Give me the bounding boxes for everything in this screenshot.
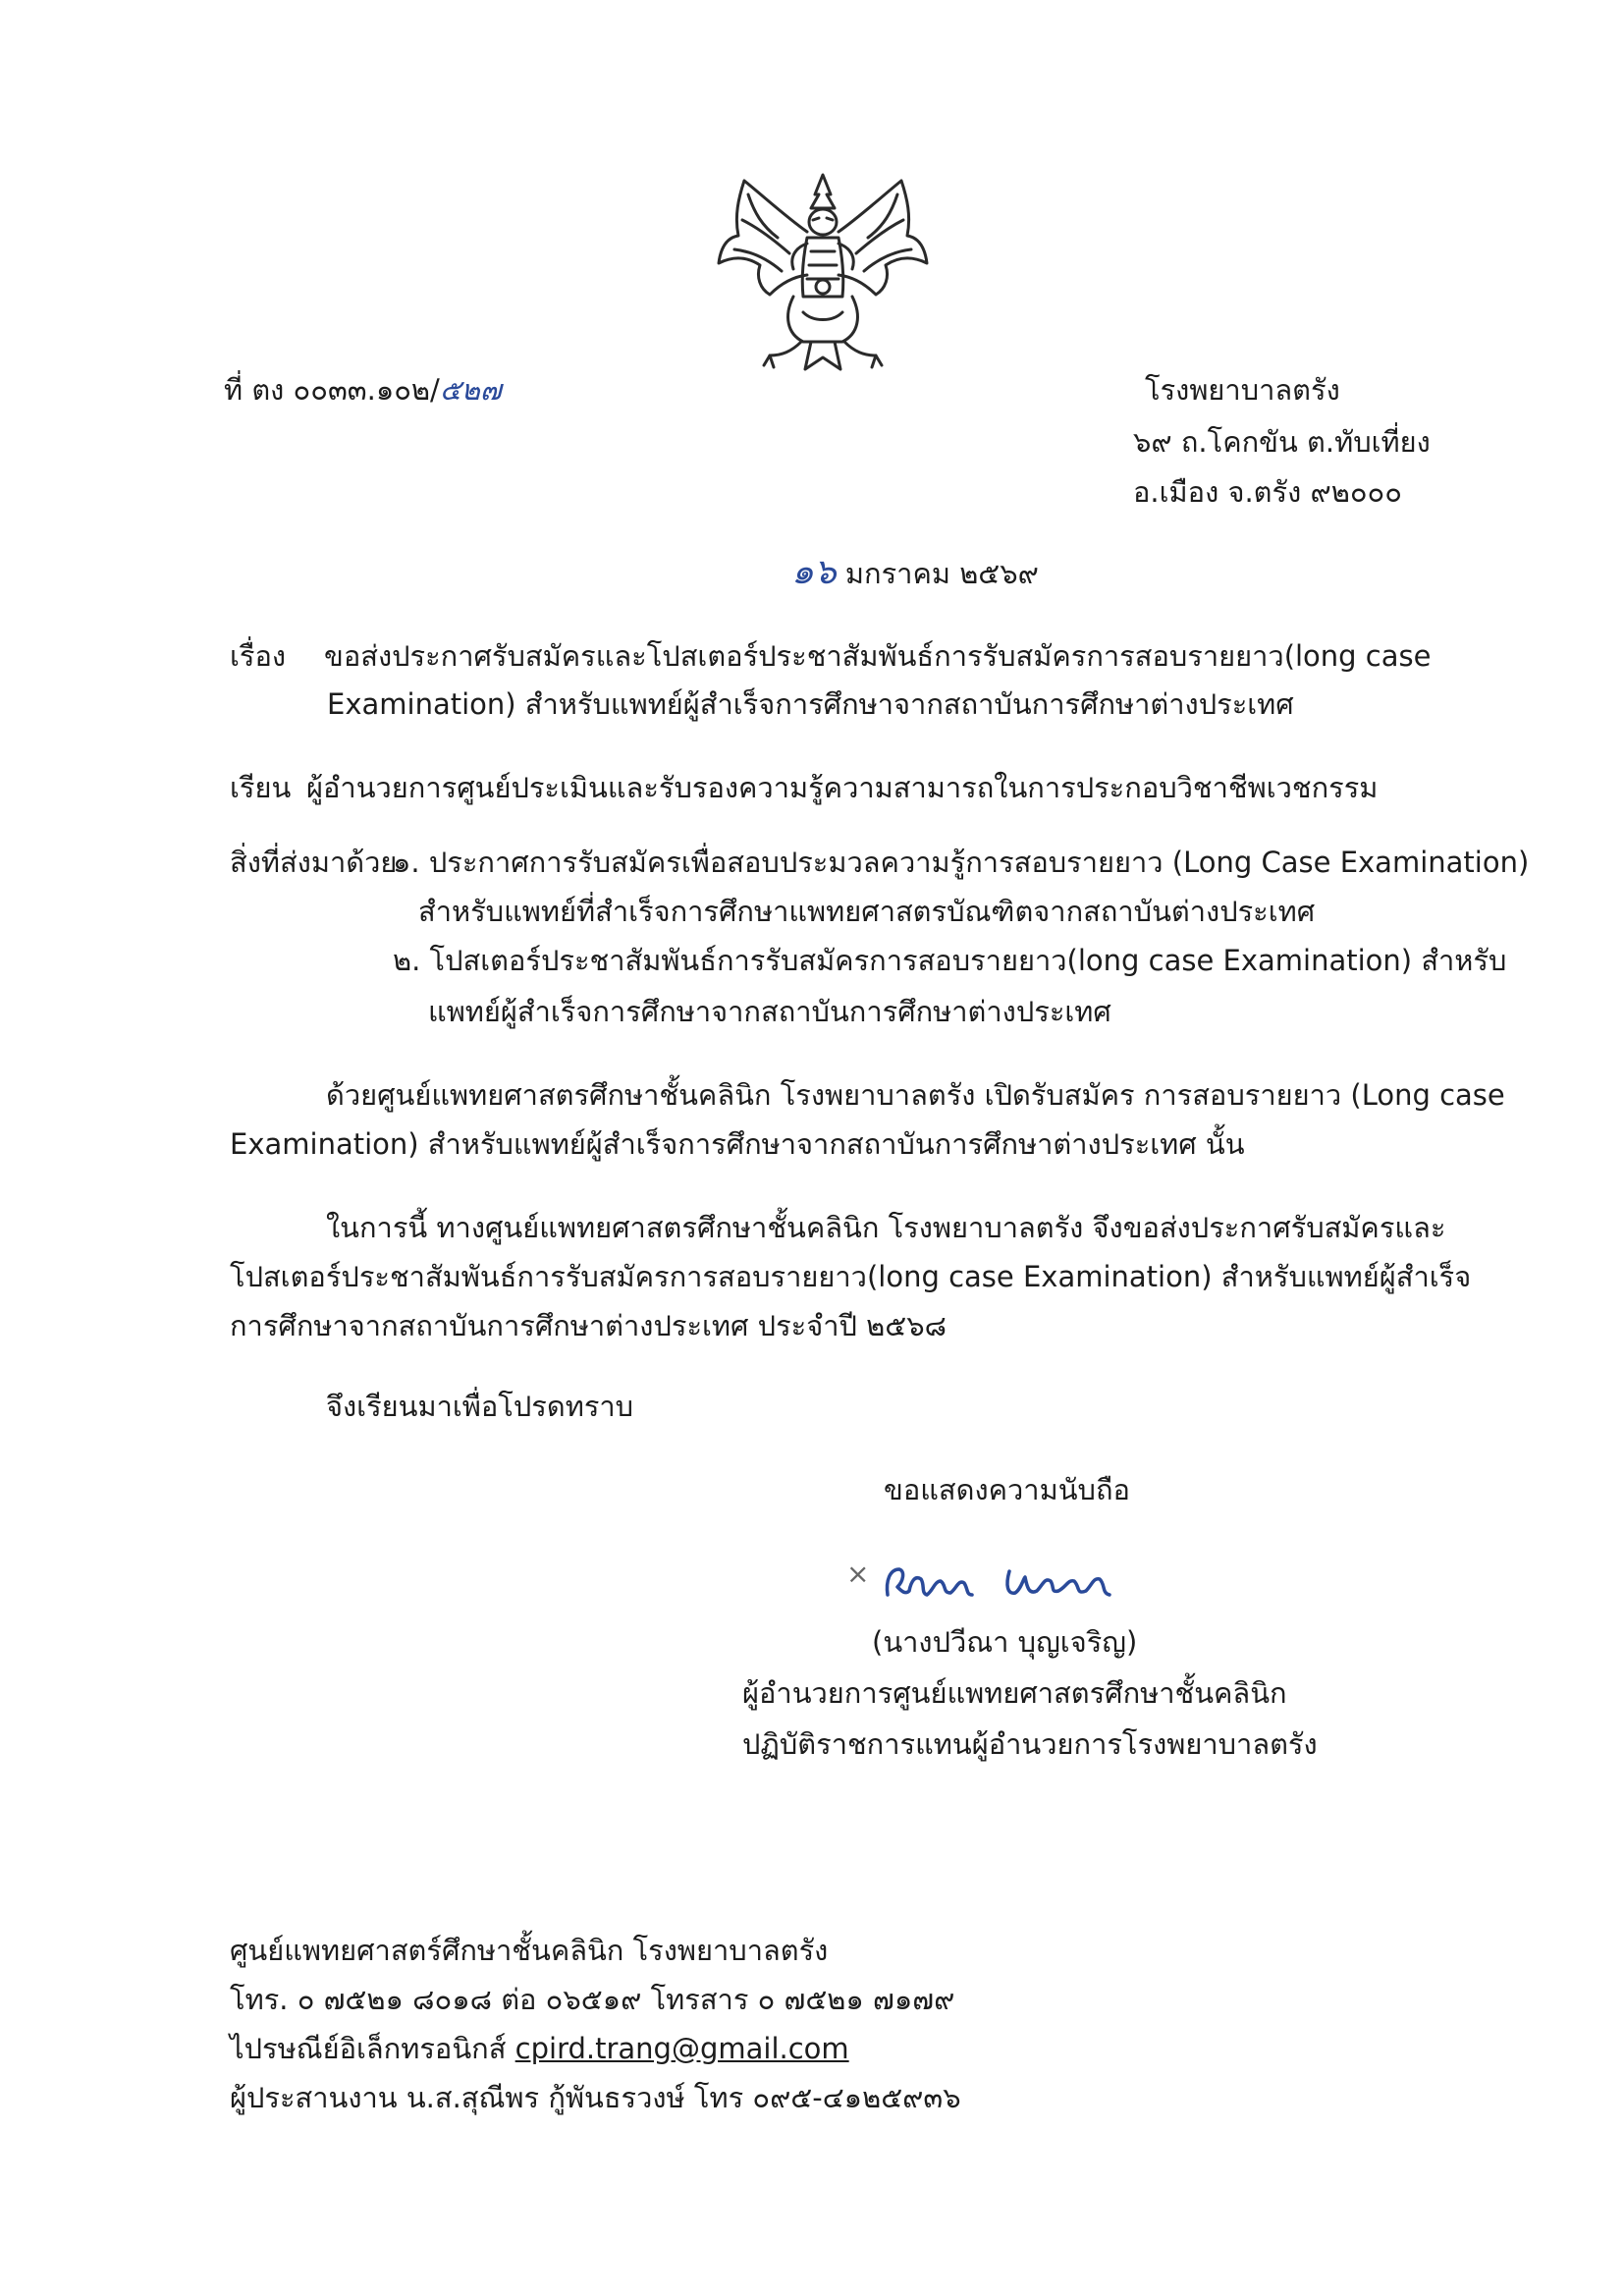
footer-email-link[interactable]: cpird.trang@gmail.com <box>514 2032 849 2065</box>
subject-label: เรื่อง <box>230 639 287 673</box>
recipient-text: ผู้อำนวยการศูนย์ประเมินและรับรองความรู้ความสามารถในการประกอบวิชาชีพเวชกรรม <box>306 771 1379 804</box>
signature-image <box>844 1552 1159 1620</box>
org-name: โรงพยาบาลตรัง <box>1145 373 1340 407</box>
date-day-handwritten: ๑๖ <box>791 552 837 592</box>
paragraph-2-line-2: โปสเตอร์ประชาสัมพันธ์การรับสมัครการสอบรายยาว(long case Examination) สำหรับแพทย์ผู้สำเร็จ <box>230 1260 1472 1293</box>
garuda-emblem-icon <box>709 169 937 379</box>
reference-handwritten-number: ๕๒๗ <box>439 373 502 407</box>
subject-line-1: ขอส่งประกาศรับสมัครและโปสเตอร์ประชาสัมพันธ์การรับสมัครการสอบรายยาว(long case <box>324 639 1432 673</box>
signatory-position-1: ผู้อำนวยการศูนย์แพทยศาสตรศึกษาชั้นคลินิก <box>742 1676 1287 1710</box>
date-month-year: มกราคม ๒๕๖๙ <box>844 557 1039 590</box>
footer-phone: โทร. ๐ ๗๕๒๑ ๘๐๑๘ ต่อ ๐๖๕๑๙ โทรสาร ๐ ๗๕๒๑ ๗๑๗๙ <box>230 1983 955 2016</box>
document-date <box>791 553 1039 593</box>
paragraph-2-line-3: การศึกษาจากสถาบันการศึกษาต่างประเทศ ประจำปี ๒๕๖๘ <box>230 1309 947 1342</box>
enclosure-item-1-line-1: ๑. ประกาศการรับสมัครเพื่อสอบประมวลความรู้การสอบรายยาว (Long Case Examination) <box>393 846 1530 879</box>
address-line-1: ๖๙ ถ.โคกขัน ต.ทับเที่ยง <box>1133 425 1431 459</box>
subject-line-2: Examination) สำหรับแพทย์ผู้สำเร็จการศึกษาจากสถาบันการศึกษาต่างประเทศ <box>327 687 1294 721</box>
reference-number <box>224 370 502 410</box>
enclosure-item-1-line-2: สำหรับแพทย์ที่สำเร็จการศึกษาแพทยศาสตรบัณฑิตจากสถาบันต่างประเทศ <box>418 895 1316 928</box>
signature-mark: × <box>846 1558 870 1590</box>
paragraph-1-line-1: ด้วยศูนย์แพทยศาสตรศึกษาชั้นคลินิก โรงพยาบาลตรัง เปิดรับสมัคร การสอบรายยาว (Long case <box>326 1078 1505 1112</box>
enclosures-label: สิ่งที่ส่งมาด้วย <box>230 846 398 879</box>
paragraph-2-line-1: ในการนี้ ทางศูนย์แพทยศาสตรศึกษาชั้นคลินิก โรงพยาบาลตรัง จึงขอส่งประกาศรับสมัครและ <box>326 1211 1446 1244</box>
paragraph-3: จึงเรียนมาเพื่อโปรดทราบ <box>326 1390 634 1423</box>
footer-email-label: ไปรษณีย์อิเล็กทรอนิกส์ <box>230 2032 515 2065</box>
footer-coordinator: ผู้ประสานงาน น.ส.สุณีพร กู้พันธรวงษ์ โทร ๐๙๕-๔๑๒๕๙๓๖ <box>230 2081 961 2114</box>
enclosure-item-2-line-1: ๒. โปสเตอร์ประชาสัมพันธ์การรับสมัครการสอบรายยาว(long case Examination) สำหรับ <box>393 944 1507 977</box>
footer-email-line <box>230 2029 849 2068</box>
signatory-position-2: ปฏิบัติราชการแทนผู้อำนวยการโรงพยาบาลตรัง <box>742 1727 1318 1761</box>
recipient-label: เรียน <box>230 771 292 804</box>
reference-prefix: ที่ ตง ๐๐๓๓.๑๐๒/ <box>224 373 440 407</box>
closing-regards: ขอแสดงความนับถือ <box>884 1473 1130 1506</box>
signatory-name: (นางปวีณา บุญเจริญ) <box>872 1625 1138 1659</box>
address-line-2: อ.เมือง จ.ตรัง ๙๒๐๐๐ <box>1133 475 1402 509</box>
paragraph-1-line-2: Examination) สำหรับแพทย์ผู้สำเร็จการศึกษาจากสถาบันการศึกษาต่างประเทศ นั้น <box>230 1127 1245 1161</box>
footer-unit: ศูนย์แพทยศาสตร์ศึกษาชั้นคลินิก โรงพยาบาลตรัง <box>230 1934 829 1967</box>
enclosure-item-2-line-2: แพทย์ผู้สำเร็จการศึกษาจากสถาบันการศึกษาต่างประเทศ <box>428 995 1111 1028</box>
